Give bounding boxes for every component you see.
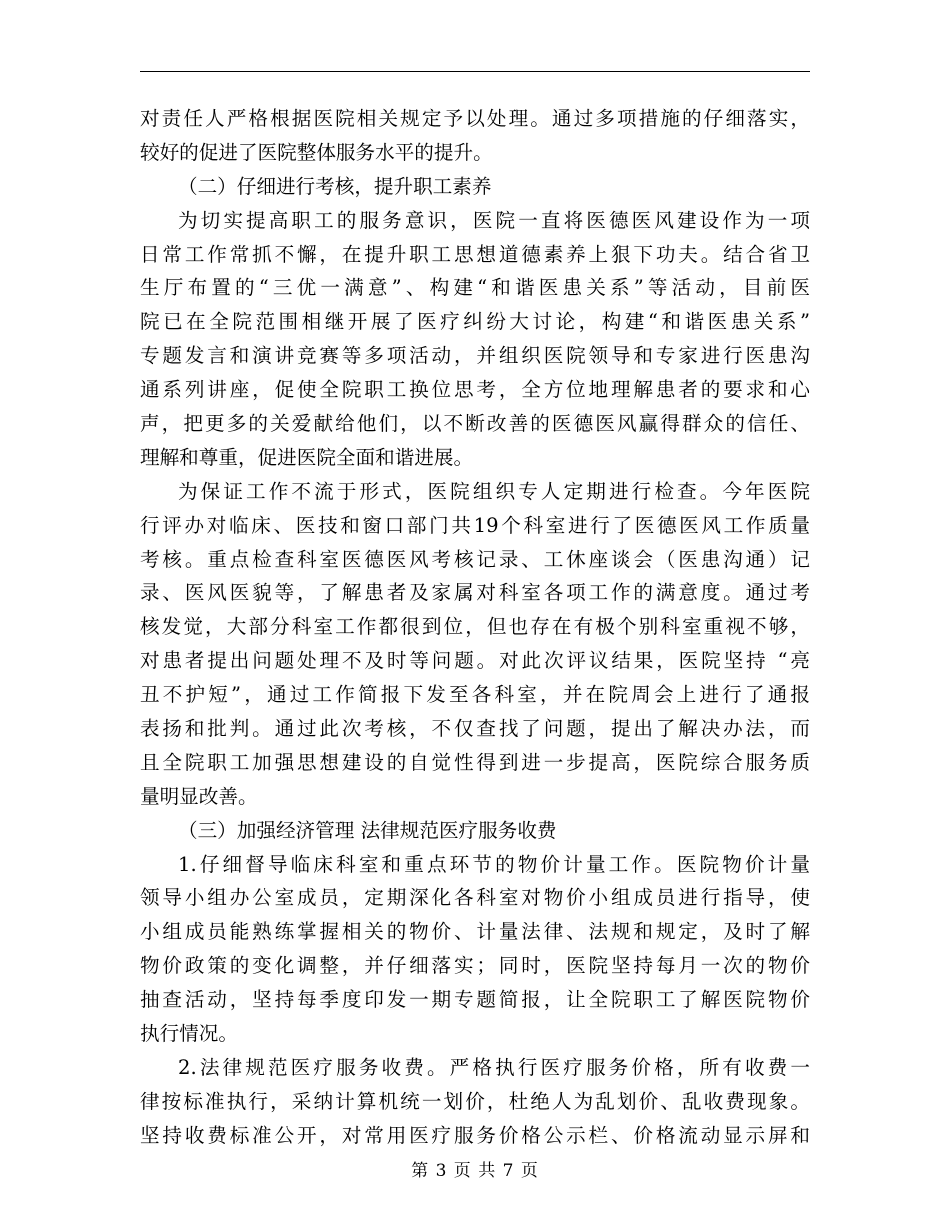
paragraph-line: 坚持收费标准公开，对常用医疗服务价格公示栏、价格流动显示屏和	[140, 1123, 810, 1147]
paragraph-line: 1.仔细督导临床科室和重点环节的物价计量工作。医院物价计量	[178, 852, 810, 876]
paragraph-line: 院已在全院范围相继开展了医疗纠纷大讨论，构建“和谐医患关系”	[140, 310, 810, 334]
paragraph-line: 且全院职工加强思想建设的自觉性得到进一步提高，医院综合服务质	[140, 750, 810, 774]
paragraph-line: 为切实提高职工的服务意识，医院一直将医德医风建设作为一项	[178, 208, 810, 232]
paragraph-line: 表扬和批判。通过此次考核，不仅查找了问题，提出了解决办法，而	[140, 717, 810, 741]
paragraph-line: 小组成员能熟练掌握相关的物价、计量法律、法规和规定，及时了解	[140, 920, 810, 944]
paragraph-line: 较好的促进了医院整体服务水平的提升。	[140, 140, 493, 164]
paragraph-line: 对责任人严格根据医院相关规定予以处理。通过多项措施的仔细落实，	[140, 107, 810, 130]
paragraph-line: 核发觉，大部分科室工作都很到位，但也存在有极个别科室重视不够，	[140, 615, 810, 639]
paragraph-line: 2.法律规范医疗服务收费。严格执行医疗服务价格，所有收费一	[178, 1055, 810, 1079]
section-heading: （三）加强经济管理 法律规范医疗服务收费	[178, 818, 557, 842]
page-footer: 第 3 页 共 7 页	[411, 1161, 539, 1181]
paragraph-line: 考核。重点检查科室医德医风考核记录、工休座谈会（医患沟通）记	[140, 547, 810, 571]
paragraph-line: 日常工作常抓不懈，在提升职工思想道德素养上狠下功夫。结合省卫	[140, 242, 810, 266]
header-rule	[140, 71, 810, 72]
paragraph-line: 专题发言和演讲竞赛等多项活动，并组织医院领导和专家进行医患沟	[140, 344, 810, 368]
paragraph-line: 律按标准执行，采纳计算机统一划价，杜绝人为乱划价、乱收费现象。	[140, 1089, 810, 1113]
paragraph-line: 物价政策的变化调整，并仔细落实；同时，医院坚持每月一次的物价	[140, 954, 810, 978]
paragraph-line: 量明显改善。	[140, 784, 258, 808]
paragraph-line: 生厅布置的“三优一满意”、构建“和谐医患关系”等活动，目前医	[140, 276, 810, 300]
paragraph-line: 声，把更多的关爱献给他们，以不断改善的医德医风赢得群众的信任、	[140, 412, 810, 436]
paragraph-line: 丑不护短”，通过工作简报下发至各科室，并在院周会上进行了通报	[140, 683, 810, 707]
paragraph-line: 抽查活动，坚持每季度印发一期专题简报，让全院职工了解医院物价	[140, 988, 810, 1012]
paragraph-line: 行评办对临床、医技和窗口部门共19个科室进行了医德医风工作质量	[140, 513, 810, 537]
document-body	[140, 102, 810, 1153]
paragraph-line: 执行情况。	[140, 1022, 238, 1046]
paragraph-line: 录、医风医貌等，了解患者及家属对科室各项工作的满意度。通过考	[140, 581, 810, 605]
paragraph-line: 理解和尊重，促进医院全面和谐进展。	[140, 445, 474, 469]
paragraph-line: 领导小组办公室成员，定期深化各科室对物价小组成员进行指导，使	[140, 886, 810, 910]
paragraph-line: 为保证工作不流于形式，医院组织专人定期进行检查。今年医院	[178, 479, 810, 503]
paragraph-line: 对患者提出问题处理不及时等问题。对此次评议结果，医院坚持 “亮	[140, 649, 810, 673]
section-heading: （二）仔细进行考核，提升职工素养	[178, 174, 492, 198]
paragraph-line: 通系列讲座，促使全院职工换位思考，全方位地理解患者的要求和心	[140, 378, 810, 402]
